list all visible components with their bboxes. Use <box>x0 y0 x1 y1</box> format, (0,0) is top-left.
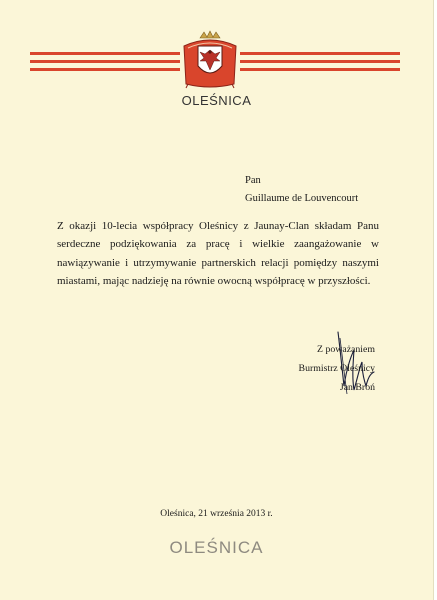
coat-of-arms-icon <box>178 30 242 90</box>
recipient-name: Guillaume de Louvencourt <box>245 193 359 204</box>
closing-block <box>299 340 375 397</box>
letter-body <box>57 217 379 291</box>
letterhead-brand: OLEŚNICA <box>181 93 252 108</box>
closing-name: Jan Broń <box>339 382 375 393</box>
letter-body-paragraph: Z okazji 10-lecia współpracy Oleśnicy z Jaunay-Clan składam Panu serdeczne podziękowania za pracę i wielkie zaangażowanie w nawiązywanie i utrzymywanie partnerskich relacji pomiędzy naszymi miastami, mając nadzieję na równie owocną współpracę w przyszłości. <box>57 220 379 288</box>
footer-brand: OLEŚNICA <box>169 538 264 557</box>
date-line: Oleśnica, 21 września 2013 r. <box>160 509 273 519</box>
closing-greeting: Z poważaniem <box>317 344 375 355</box>
recipient-salutation: Pan <box>245 175 261 186</box>
recipient-block <box>245 172 358 208</box>
closing-title: Burmistrz Oleśnicy <box>298 363 375 374</box>
